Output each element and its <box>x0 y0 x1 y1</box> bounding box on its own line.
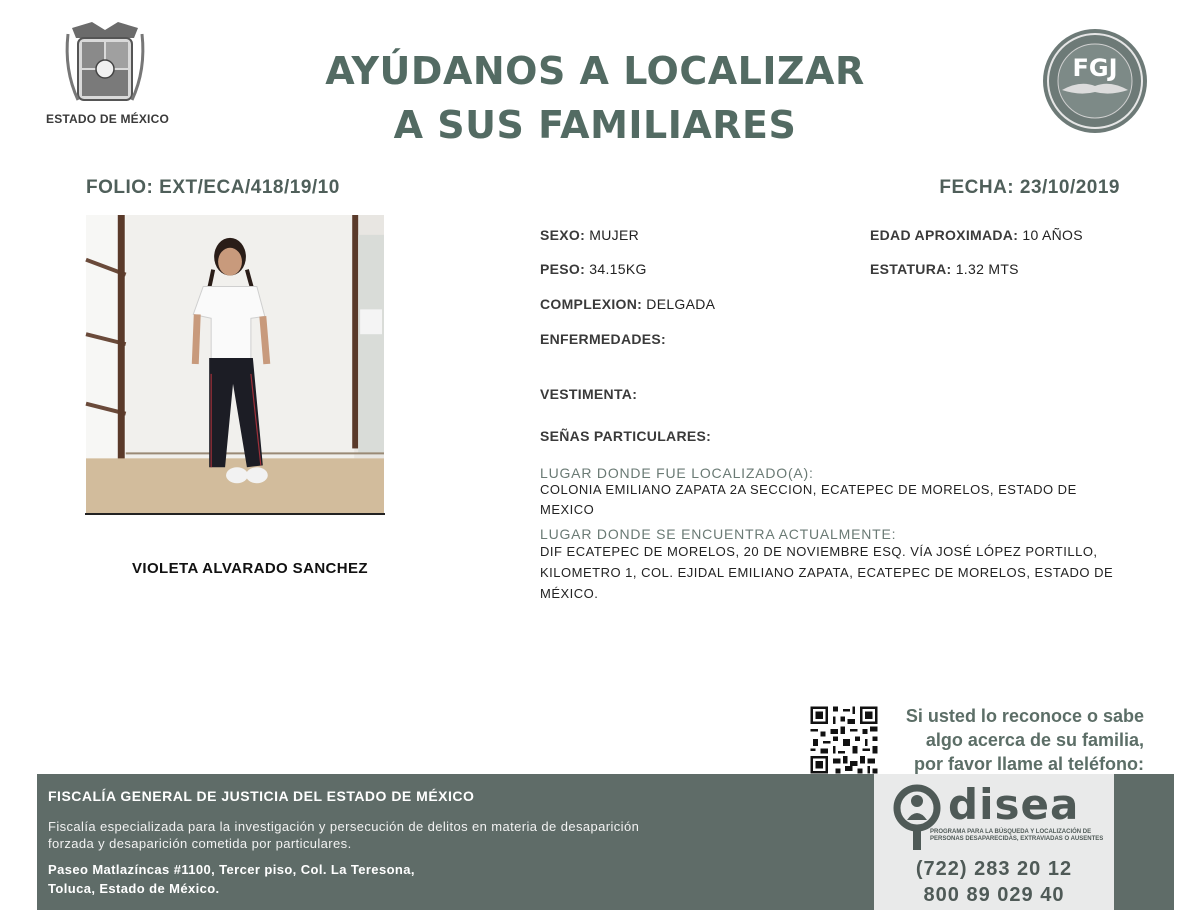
peso-value: 34.15KG <box>589 261 647 277</box>
edad-label: EDAD APROXIMADA: <box>870 227 1019 243</box>
footer-address <box>48 860 608 898</box>
estatura-label: ESTATURA: <box>870 261 952 277</box>
peso-field <box>540 261 647 277</box>
program-logo-text: disea <box>948 780 1080 829</box>
person-photo <box>85 215 385 515</box>
footer-org-name: FISCALÍA GENERAL DE JUSTICIA DEL ESTADO DE MÉXICO <box>48 788 475 804</box>
enfermedades-label: ENFERMEDADES: <box>540 331 667 347</box>
program-description: PROGRAMA PARA LA BÚSQUEDA Y LOCALIZACIÓN DE PERSONAS DESAPARECIDAS, EXTRAVIADAS O AUSENTES <box>930 829 1104 842</box>
complexion-field <box>540 296 715 312</box>
page-title <box>300 44 890 152</box>
callout-line-3: por favor llame al teléfono: <box>913 754 1144 774</box>
phone-number-2[interactable]: 800 89 029 40 <box>923 884 1065 906</box>
emblem-label: ESTADO DE MÉXICO <box>46 112 169 126</box>
estatura-value: 1.32 MTS <box>955 261 1019 277</box>
footer-description: Fiscalía especializada para la investigación y persecución de delitos en materia de desaparición forzada y desaparición cometida por particulares. <box>48 819 640 851</box>
report-date: FECHA: 23/10/2019 <box>939 177 1120 198</box>
person-name: VIOLETA ALVARADO SANCHEZ <box>132 560 368 577</box>
sexo-value: MUJER <box>589 227 640 243</box>
title-line-2: A SUS FAMILIARES <box>393 103 797 147</box>
seal-text: FGJ <box>1072 54 1118 82</box>
complexion-value: DELGADA <box>646 296 716 312</box>
edad-value: 10 AÑOS <box>1022 227 1083 243</box>
callout-line-1: Si usted lo reconoce o sabe <box>905 706 1144 726</box>
found-location-label: LUGAR DONDE FUE LOCALIZADO(A): <box>540 465 814 481</box>
folio-number: FOLIO: EXT/ECA/418/19/10 <box>86 177 340 198</box>
senas-field <box>540 428 711 444</box>
title-line-1: AYÚDANOS A LOCALIZAR <box>325 49 865 93</box>
senas-label: SEÑAS PARTICULARES: <box>540 428 712 444</box>
sexo-field <box>540 227 639 243</box>
estado-de-mexico-emblem-icon <box>62 20 148 110</box>
sexo-label: SEXO: <box>540 227 586 243</box>
enfermedades-field <box>540 331 666 347</box>
estatura-field <box>870 261 1019 277</box>
vestimenta-field <box>540 386 637 402</box>
fgj-seal-icon <box>1040 26 1150 136</box>
edad-field <box>870 227 1083 243</box>
peso-label: PESO: <box>540 261 586 277</box>
current-location-value: DIF ECATEPEC DE MORELOS, 20 DE NOVIEMBRE ESQ. VÍA JOSÉ LÓPEZ PORTILLO, KILOMETRO 1, COL. EJIDAL EMILIANO ZAPATA, ECATEPEC DE MORELOS, ESTADO DE MÉXICO. <box>540 544 1114 601</box>
address-line-2: Toluca, Estado de México. <box>48 881 220 896</box>
found-location-value: COLONIA EMILIANO ZAPATA 2A SECCION, ECATEPEC DE MORELOS, ESTADO DE MEXICO <box>540 482 1077 517</box>
address-line-1: Paseo Matlazíncas #1100, Tercer piso, Col. La Teresona, <box>48 862 415 877</box>
current-location-label: LUGAR DONDE SE ENCUENTRA ACTUALMENTE: <box>540 526 897 542</box>
complexion-label: COMPLEXION: <box>540 296 643 312</box>
qr-code-icon[interactable] <box>808 704 880 776</box>
callout-line-2: algo acerca de su familia, <box>925 730 1144 750</box>
vestimenta-label: VESTIMENTA: <box>540 386 638 402</box>
call-to-action <box>882 704 1144 776</box>
phone-number-1[interactable]: (722) 283 20 12 <box>915 858 1073 880</box>
